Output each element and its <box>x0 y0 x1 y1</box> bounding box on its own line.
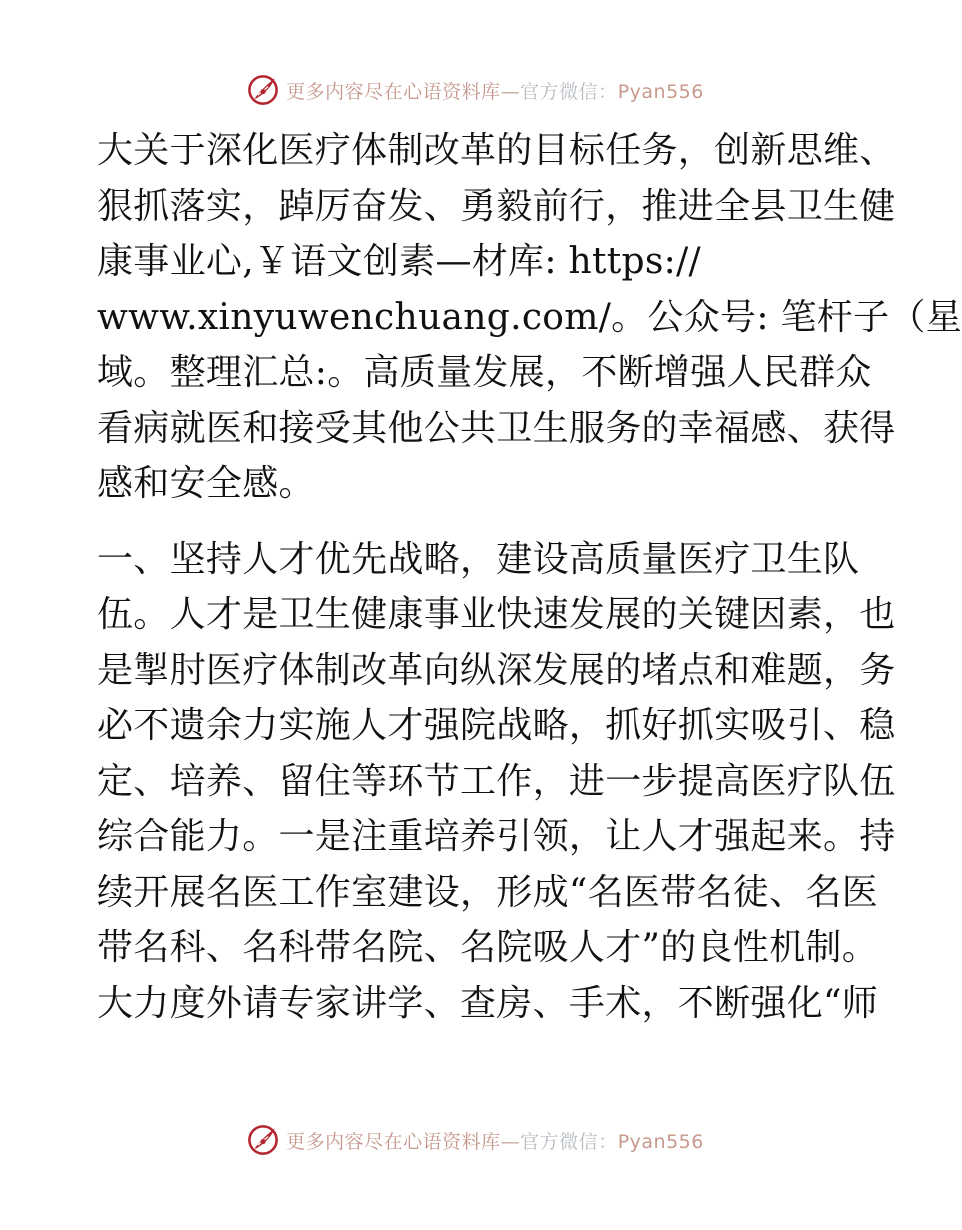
text-line: 综合能力。一是注重培养引领，让人才强起来。持 <box>97 816 896 857</box>
text-line: 大力度外请专家讲学、查房、手术，不断强化“师 <box>97 982 879 1024</box>
header-brand-text: 更多内容尽在心语资料库 <box>286 80 501 103</box>
text-line: 续开展名医工作室建设，形成“名医带名徒、名医 <box>97 871 879 913</box>
text-line: www.xinyuwenchuang.com/。公众号: 笔杆子（星 <box>97 296 962 338</box>
text-line: 伍。人才是卫生健康事业快速发展的关键因素，也 <box>97 594 896 635</box>
footer-official-label: 官方微信： <box>520 1130 618 1153</box>
text-line: 狠抓落实，踔厉奋发、勇毅前行，推进全县卫生健 <box>97 185 896 227</box>
text-line: 定、培养、留住等环节工作，进一步提高医疗队伍 <box>97 760 896 802</box>
text-line: 是掣肘医疗体制改革向纵深发展的堵点和难题，务 <box>97 649 896 691</box>
text-line: 大关于深化医疗体制改革的目标任务，创新思维、 <box>97 130 896 171</box>
paragraph-2 <box>97 535 896 1029</box>
footer-brand-text: 更多内容尽在心语资料库 <box>286 1130 501 1153</box>
text-line: 域。整理汇总:。高质量发展，不断增强人民群众 <box>97 352 872 393</box>
text-line: 看病就医和接受其他公共卫生服务的幸福感、获得 <box>97 407 896 449</box>
footer-watermark-banner <box>0 1120 950 1160</box>
text-line: 必不遗余力实施人才强院战略，抓好抓实吸引、稳 <box>97 705 896 746</box>
paragraph-1 <box>97 126 962 509</box>
footer-separator: — <box>500 1130 521 1153</box>
text-line: 带名科、名科带名院、名院吸人才”的良性机制。 <box>97 927 879 968</box>
header-separator: — <box>500 80 521 103</box>
footer-wechat-id: Pyan556 <box>617 1130 704 1153</box>
footer-banner-text <box>286 1127 704 1154</box>
header-wechat-id: Pyan556 <box>617 80 704 103</box>
header-official-label: 官方微信： <box>520 80 618 103</box>
text-line: 康事业心,￥语文创素—材库: https:// <box>97 241 701 282</box>
paragraph-spacer <box>97 515 857 535</box>
header-watermark-banner <box>0 70 950 110</box>
header-banner-text <box>286 77 704 104</box>
text-line: 一、坚持人才优先战略，建设高质量医疗卫生队 <box>97 538 860 580</box>
quill-pen-logo-icon <box>246 1123 280 1157</box>
text-line: 感和安全感。 <box>97 463 315 504</box>
quill-pen-logo-icon <box>246 73 280 107</box>
document-body <box>97 126 962 1034</box>
